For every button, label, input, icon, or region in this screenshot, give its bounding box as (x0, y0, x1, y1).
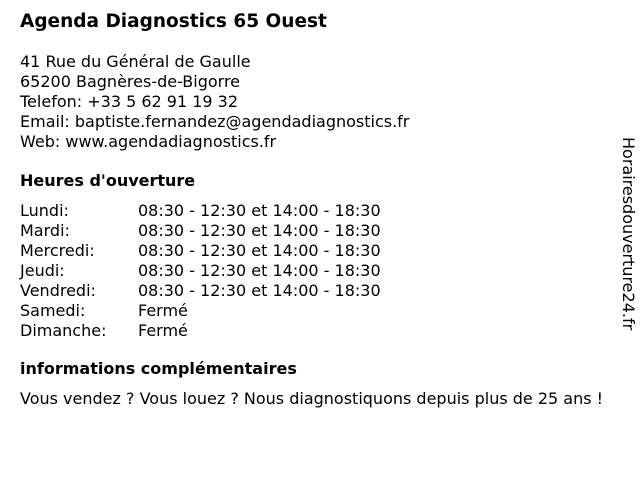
email-line[interactable]: Email: baptiste.fernandez@agendadiagnostics.fr (20, 112, 410, 131)
opening-hours-heading: Heures d'ouverture (20, 171, 196, 190)
day-label: Lundi: (20, 201, 69, 220)
day-label: Samedi: (20, 301, 86, 320)
business-card (20, 10, 610, 409)
hours-row-tuesday (20, 221, 610, 241)
time-value: 08:30 - 12:30 et 14:00 - 18:30 (138, 201, 381, 220)
day-label: Jeudi: (20, 261, 65, 280)
time-value: Fermé (138, 321, 188, 340)
additional-info-heading: informations complémentaires (20, 359, 297, 378)
day-label: Mercredi: (20, 241, 95, 260)
opening-hours-table (20, 201, 610, 341)
address-city: 65200 Bagnères-de-Bigorre (20, 72, 241, 91)
time-value: Fermé (138, 301, 188, 320)
time-value: 08:30 - 12:30 et 14:00 - 18:30 (138, 261, 381, 280)
watermark-text: Horairesdouverture24.fr (619, 137, 638, 331)
time-value: 08:30 - 12:30 et 14:00 - 18:30 (138, 221, 381, 240)
hours-row-saturday (20, 301, 610, 321)
day-label: Mardi: (20, 221, 70, 240)
address-street: 41 Rue du Général de Gaulle (20, 52, 251, 71)
business-name: Agenda Diagnostics 65 Ouest (20, 11, 327, 32)
additional-info-text: Vous vendez ? Vous louez ? Nous diagnostiquons depuis plus de 25 ans ! (20, 389, 604, 408)
phone-line[interactable]: Telefon: +33 5 62 91 19 32 (20, 92, 239, 111)
hours-row-monday (20, 201, 610, 221)
day-label: Vendredi: (20, 281, 96, 300)
time-value: 08:30 - 12:30 et 14:00 - 18:30 (138, 241, 381, 260)
time-value: 08:30 - 12:30 et 14:00 - 18:30 (138, 281, 381, 300)
day-label: Dimanche: (20, 321, 107, 340)
hours-row-friday (20, 281, 610, 301)
hours-row-thursday (20, 261, 610, 281)
hours-row-wednesday (20, 241, 610, 261)
hours-row-sunday (20, 321, 610, 341)
website-line[interactable]: Web: www.agendadiagnostics.fr (20, 132, 277, 151)
